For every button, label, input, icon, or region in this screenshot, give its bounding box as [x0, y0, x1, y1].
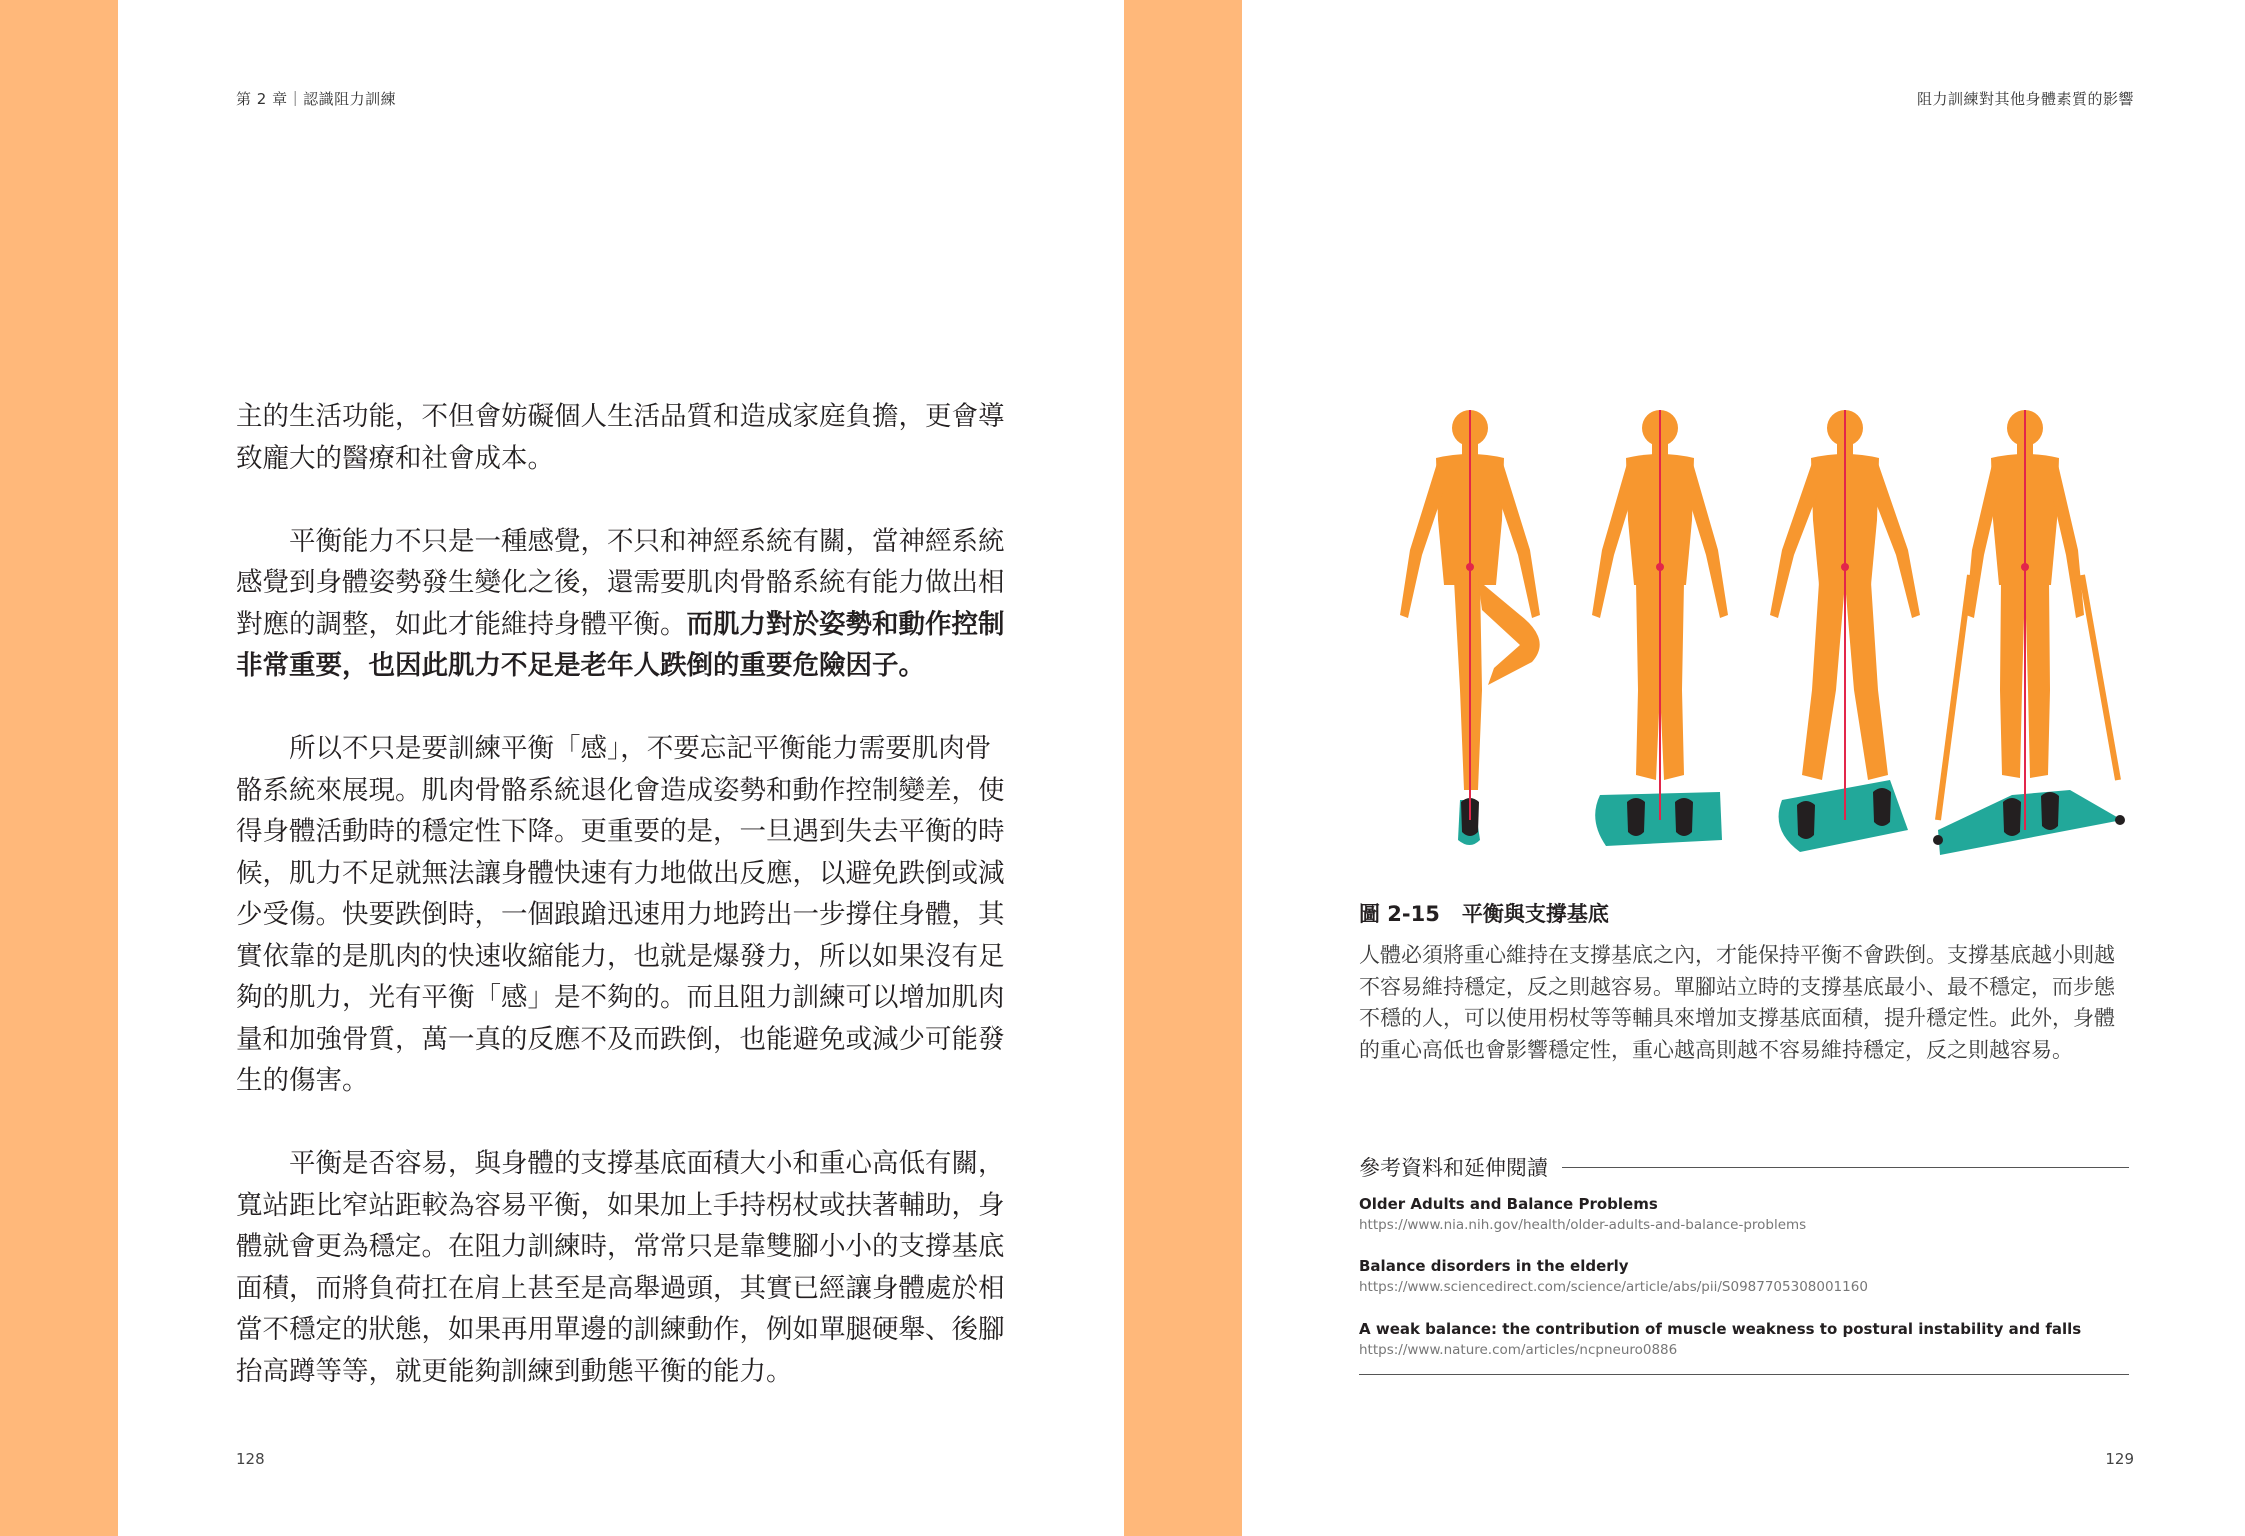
reference-item: [1359, 1257, 2129, 1295]
single-leg-stance-figure-icon: [1400, 410, 1540, 845]
reference-item: [1359, 1195, 2129, 1233]
figure-title: 平衡與支撐基底: [1461, 902, 1609, 926]
left-page-number: 128: [236, 1450, 265, 1468]
reference-url[interactable]: https://www.nature.com/articles/ncpneuro0886: [1359, 1342, 1678, 1358]
gutter-stripe: [1124, 0, 1242, 1536]
reference-title: A weak balance: the contribution of muscle weakness to postural instability and falls: [1359, 1320, 2082, 1338]
paragraph-2: [236, 521, 1006, 687]
references-heading: [1359, 1152, 2129, 1182]
figure-caption-text: 人體必須將重心維持在支撐基底之內，才能保持平衡不會跌倒。支撐基底越小則越不容易維持穩定，反之則越容易。單腳站立時的支撐基底最小、最不穩定，而步態不穩的人，可以使用枴杖等等輔具來增加支撐基底面積，提升穩定性。此外，身體的重心高低也會影響穩定性，重心越高則越不容易維持穩定，反之則越容易。: [1359, 943, 2115, 1062]
reference-url[interactable]: https://www.nia.nih.gov/health/older-adults-and-balance-problems: [1359, 1217, 1807, 1233]
feet-together-figure-icon: [1592, 410, 1728, 846]
references-heading-label: 參考資料和延伸閱讀: [1359, 1156, 1548, 1180]
reference-item: [1359, 1320, 2129, 1358]
balance-support-base-figure: [1370, 400, 2130, 880]
paragraph-3: 所以不只是要訓練平衡「感」，不要忘記平衡能力需要肌肉骨骼系統來展現。肌肉骨骼系統退化會造成姿勢和動作控制變差，使得身體活動時的穩定性下降。更重要的是，一旦遇到失去平衡的時候，肌力不足就無法讓身體快速有力地做出反應，以避免跌倒或減少受傷。快要跌倒時，一個踉蹌迅速用力地跨出一步撐住身體，其實依靠的是肌肉的快速收縮能力，也就是爆發力，所以如果沒有足夠的肌力，光有平衡「感」是不夠的。而且阻力訓練可以增加肌肉量和加強骨質，萬一真的反應不及而跌倒，也能避免或減少可能發生的傷害。: [236, 733, 1005, 1096]
reference-title: Balance disorders in the elderly: [1359, 1257, 1629, 1275]
wide-stance-figure-icon: [1770, 410, 1920, 852]
figure-caption-title: [1359, 898, 1609, 928]
right-page-number: 129: [2105, 1450, 2134, 1468]
references-heading-rule: [1562, 1167, 2129, 1168]
left-margin-stripe: [0, 0, 118, 1536]
left-body-text: [236, 396, 1006, 1434]
paragraph-2-text: 平衡能力不只是一種感覺，不只和神經系統有關，當神經系統感覺到身體姿勢發生變化之後，還需要肌肉骨骼系統有能力做出相對應的調整，如此才能維持身體平衡。: [236, 525, 1005, 640]
right-running-head: 阻力訓練對其他身體素質的影響: [1916, 90, 2134, 108]
paragraph-1: 主的生活功能，不但會妨礙個人生活品質和造成家庭負擔，更會導致龐大的醫療和社會成本。: [236, 401, 1005, 474]
reference-title: Older Adults and Balance Problems: [1359, 1195, 1658, 1213]
reference-url[interactable]: https://www.sciencedirect.com/science/article/abs/pii/S0987705308001160: [1359, 1279, 1868, 1295]
references-bottom-rule: [1359, 1374, 2129, 1375]
left-running-head: 第 2 章｜認識阻力訓練: [236, 90, 397, 108]
figure-number: 圖 2-15: [1359, 902, 1440, 926]
paragraph-4: 平衡是否容易，與身體的支撐基底面積大小和重心高低有關，寬站距比窄站距較為容易平衡，如果加上手持柺杖或扶著輔助，身體就會更為穩定。在阻力訓練時，常常只是靠雙腳小小的支撐基底面積，而將負荷扛在肩上甚至是高舉過頭，其實已經讓身體處於相當不穩定的狀態，如果再用單邊的訓練動作，例如單腿硬舉、後腳抬高蹲等等，就更能夠訓練到動態平衡的能力。: [236, 1148, 1005, 1387]
paragraph-2-bold-text: 而肌力對於姿勢和動作控制非常重要，也因此肌力不足是老年人跌倒的重要危險因子。: [236, 608, 1005, 681]
crutches-figure-icon: [1933, 410, 2125, 855]
